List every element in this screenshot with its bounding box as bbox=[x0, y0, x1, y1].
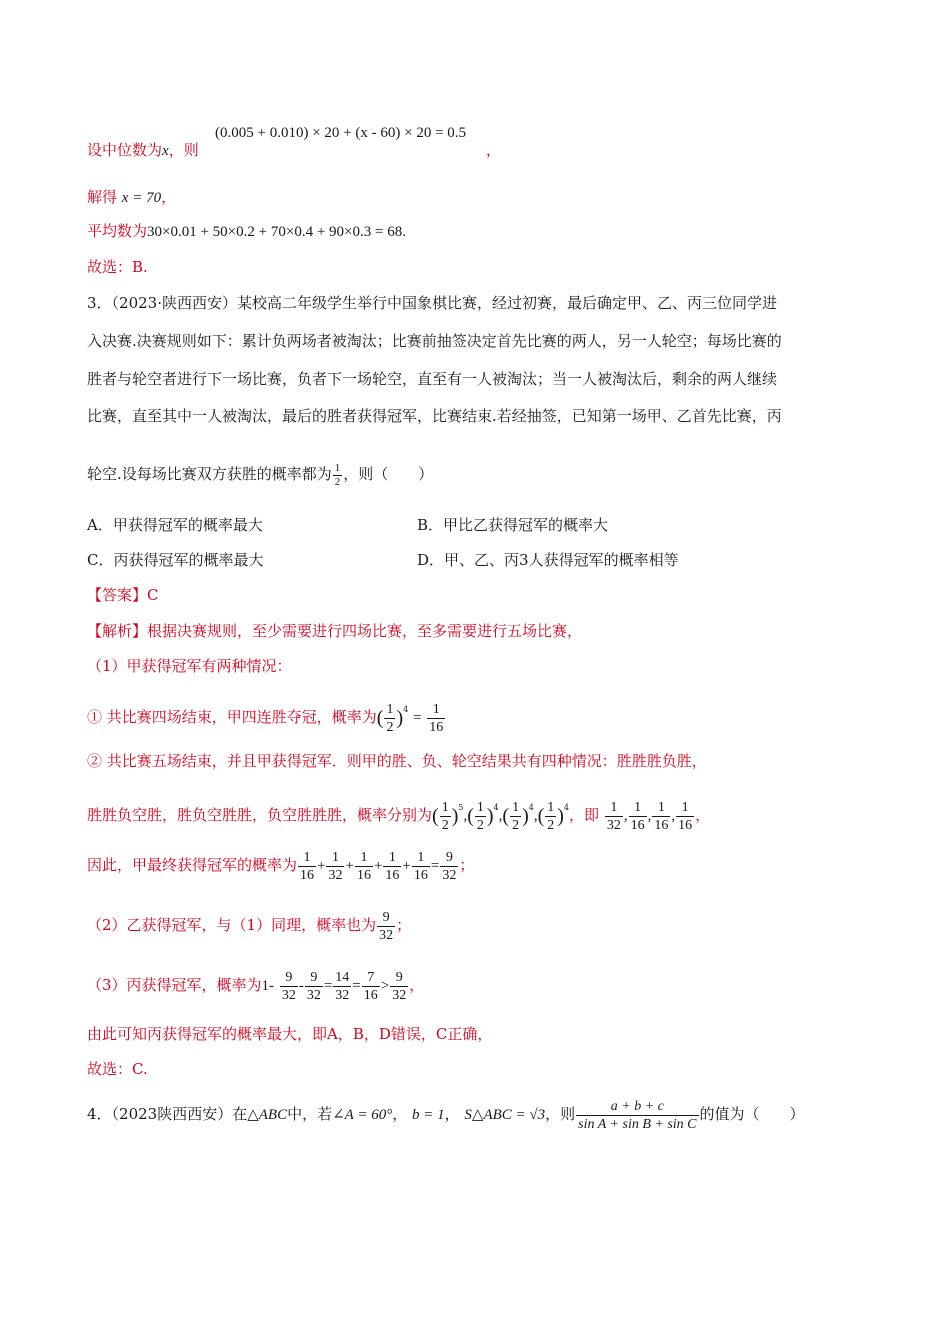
median-equation: (0.005 + 0.010) × 20 + (x - 60) × 20 = 0.5 bbox=[215, 125, 467, 141]
choice-b: 故选：B. bbox=[87, 258, 148, 276]
analysis-p3: （3）丙获得冠军，概率为1- $\frac{9}{32}$ - $\frac{9}{32}$ = $\frac{14}{32}$ = $\frac{7}{16}$ > $\frac{9}{32}$ ， bbox=[87, 969, 425, 1003]
median-end: ， bbox=[486, 141, 502, 159]
q3-line3: 胜者与轮空者进行下一场比赛，负者下一场轮空，直至有一人被淘汰；当一人被淘汰后，剩余的两人继续 bbox=[87, 370, 778, 388]
option-b: B．甲比乙获得冠军的概率大 bbox=[417, 516, 609, 534]
median-then: ，则 bbox=[168, 141, 199, 159]
q4-line: 4．（2023陕西西安）在△ABC中，若∠A = 60°， b = 1， S△ABC = √3，则 $\frac{a + b + c}{\text{sin A + sin B + sin C}}$ 的值为（ ） bbox=[87, 1098, 805, 1132]
answer-value: C bbox=[147, 586, 159, 604]
median-var: x bbox=[162, 143, 169, 159]
median-line bbox=[87, 140, 199, 161]
solve-equation: x = 70 bbox=[121, 190, 162, 206]
option-a: A．甲获得冠军的概率最大 bbox=[87, 516, 263, 534]
solve-text: 解得 bbox=[87, 188, 118, 206]
mean-equation: 30×0.01 + 50×0.2 + 70×0.4 + 90×0.3 = 68 bbox=[147, 224, 403, 240]
q3-line5: 轮空.设每场比赛双方获胜的概率都为 $\frac{1}{2}$ ，则（ ） bbox=[87, 461, 434, 488]
q3-line2: 入决赛.决赛规则如下：累计负两场者被淘汰；比赛前抽签决定首先比赛的两人，另一人轮空；每场比赛的 bbox=[87, 332, 782, 350]
q4-triangle: △ABC bbox=[247, 1107, 288, 1123]
mean-text: 平均数为 bbox=[87, 222, 148, 240]
analysis-case3: 因此，甲最终获得冠军的概率为 $\frac{1}{16}$ + $\frac{1}{32}$ + $\frac{1}{16}$ + $\frac{1}{16}$ + $\frac{1}{16}$ = $\frac{9}{32}$ ； bbox=[87, 849, 475, 883]
analysis-intro: 【解析】根据决赛规则，至少需要进行四场比赛，至多需要进行五场比赛， bbox=[87, 622, 583, 640]
mean-line: 平均数为30×0.01 + 50×0.2 + 70×0.4 + 90×0.3 = 68. bbox=[87, 222, 406, 240]
q4-area: S△ABC = √3 bbox=[464, 1107, 546, 1123]
choice-c: 故选：C. bbox=[87, 1060, 148, 1078]
analysis-case1: ① 共比赛四场结束，甲四连胜夺冠，概率为( $\frac{1}{2}$ )$^4$ = $\frac{1}{16}$ bbox=[87, 701, 444, 735]
answer-tag: 【答案】 bbox=[87, 586, 148, 604]
q3-line1: 3．（2023·陕西西安）某校高二年级学生举行中国象棋比赛，经过初赛，最后确定甲、乙、丙三位同学进 bbox=[87, 294, 777, 312]
answer-line bbox=[87, 585, 159, 605]
solve-line: 解得 x = 70， bbox=[87, 188, 177, 206]
analysis-tag: 【解析】 bbox=[87, 622, 148, 640]
q4-angle: ∠A = 60° bbox=[332, 1107, 393, 1123]
analysis-p1: （1）甲获得冠军有两种情况： bbox=[87, 657, 292, 675]
analysis-case2: ② 共比赛五场结束，并且甲获得冠军．则甲的胜、负、轮空结果共有四种情况：胜胜胜负胜， bbox=[87, 752, 707, 770]
analysis-case2b: 胜胜负空胜，胜负空胜胜，负空胜胜胜，概率分别为( $\frac{1}{2}$ )$^5$,( $\frac{1}{2}$ )$^4$,( $\frac{1}{2}$ )$^4$,( $\frac{1}{2}$ )$^4$，即 $\frac{1}{32}$ , $\frac{1}{16}$ , $\frac{1}{16}$ , $\frac{1}{16}$ ， bbox=[87, 799, 711, 833]
option-d: D．甲、乙、丙3人获得冠军的概率相等 bbox=[417, 551, 679, 569]
q3-line4: 比赛，直至其中一人被淘汰，最后的胜者获得冠军，比赛结束.若经抽签，已知第一场甲、乙首先比赛，丙 bbox=[87, 407, 782, 425]
option-c: C．丙获得冠军的概率最大 bbox=[87, 551, 264, 569]
analysis-conclusion: 由此可知丙获得冠军的概率最大，即A，B，D错误，C正确， bbox=[87, 1025, 493, 1043]
q4-b-value: b = 1 bbox=[412, 1107, 445, 1123]
half-fraction: $\frac{1}{2}$ bbox=[334, 461, 341, 488]
q4-fraction: $\frac{a + b + c}{\text{sin A + sin B + sin C}}$ bbox=[578, 1098, 697, 1132]
analysis-p2: （2）乙获得冠军，与（1）同理，概率也为 $\frac{9}{32}$ ； bbox=[87, 909, 412, 943]
median-text: 设中位数为 bbox=[87, 141, 163, 159]
